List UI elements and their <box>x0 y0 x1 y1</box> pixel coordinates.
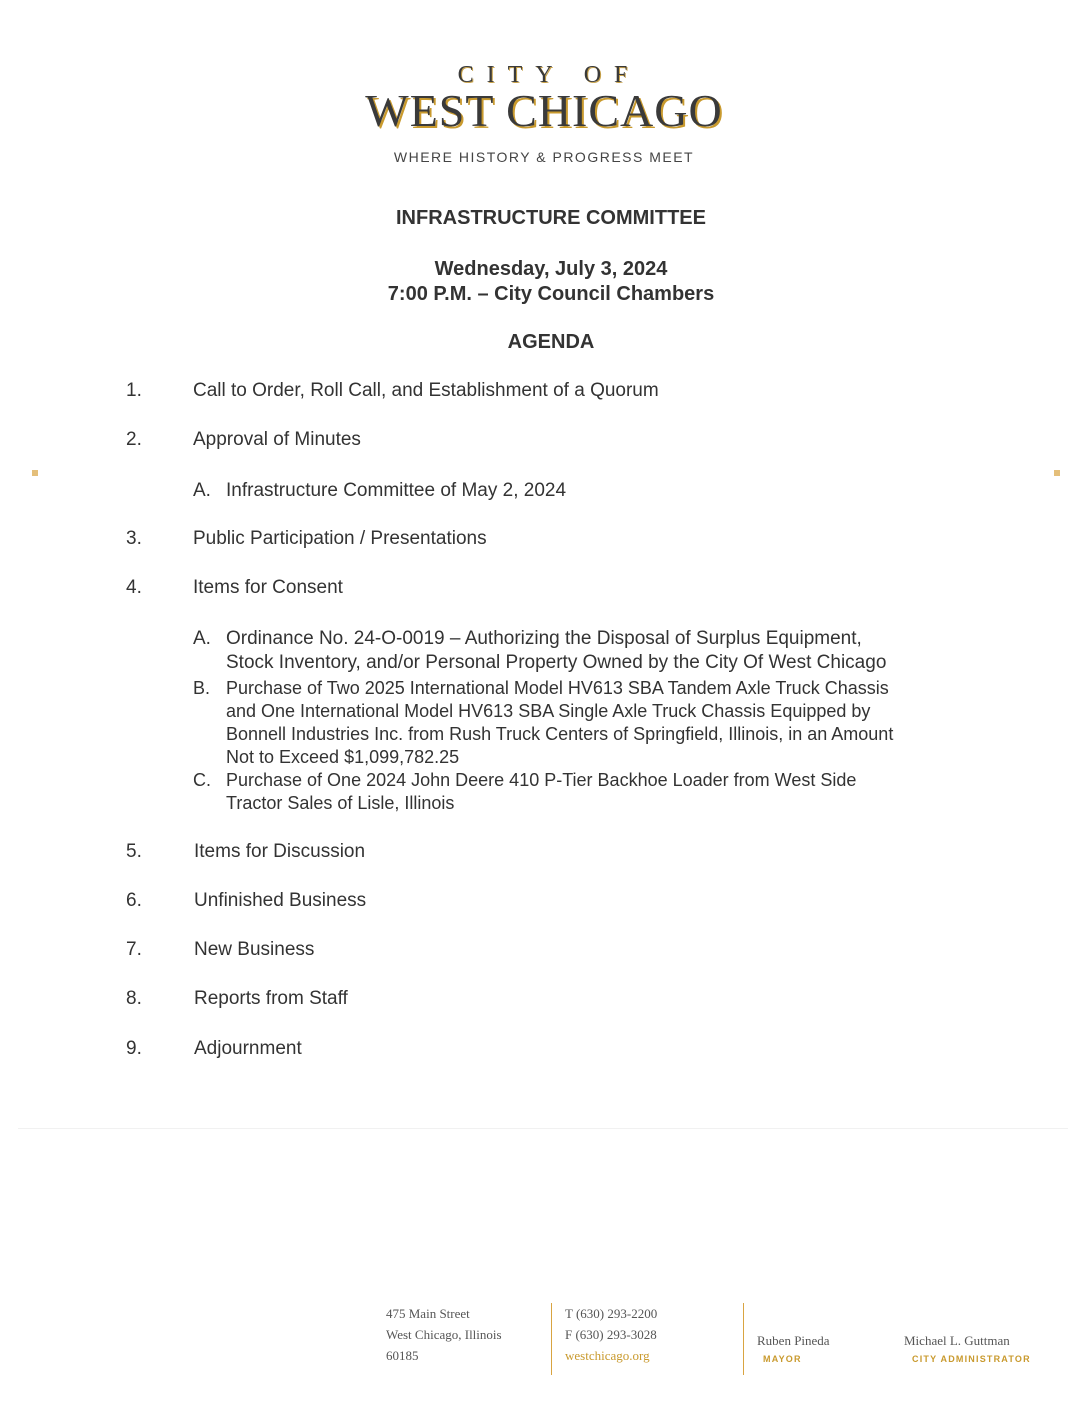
agenda-item-items-for-discussion: Items for Discussion <box>194 841 366 862</box>
subitem-line: and One International Model HV613 SBA Single Axle Truck Chassis Equipped by <box>226 701 871 721</box>
phone-number: T (630) 293-2200 <box>565 1306 658 1321</box>
meeting-date: Wednesday, July 3, 2024 <box>434 258 668 280</box>
subitem-letter: A. <box>193 480 211 501</box>
address-zip: 60185 <box>386 1348 419 1363</box>
item-number: 6. <box>126 890 142 911</box>
subitem-4a <box>193 627 886 675</box>
subitem-line: Purchase of One 2024 John Deere 410 P-Tier Backhoe Loader from West Side <box>226 770 857 790</box>
subitem-line: Tractor Sales of Lisle, Illinois <box>226 793 455 813</box>
item-number: 9. <box>126 1038 142 1059</box>
margin-mark-left <box>32 470 38 476</box>
city-logo <box>0 62 1088 134</box>
footer-separator <box>551 1303 552 1375</box>
item-number: 1. <box>126 380 142 401</box>
subitem-letter: C. <box>193 770 211 790</box>
footer-administrator <box>904 1332 1031 1368</box>
subitem-text: Infrastructure Committee of May 2, 2024 <box>226 480 567 501</box>
subitem-line: Bonnell Industries Inc. from Rush Truck Centers of Springfield, Illinois, in an Amount <box>226 724 894 744</box>
item-number: 3. <box>126 528 142 549</box>
subitem-4c <box>193 769 856 815</box>
website-link[interactable]: westchicago.org <box>565 1348 650 1363</box>
logo-city-name: WEST CHICAGO <box>365 85 723 136</box>
administrator-title: CITY ADMINISTRATOR <box>912 1354 1031 1364</box>
fax-number: F (630) 293-3028 <box>565 1327 657 1342</box>
page-divider <box>18 1128 1068 1129</box>
logo-city-of: CITY OF <box>457 62 641 88</box>
subitem-text <box>226 769 856 815</box>
agenda-item-reports-from-staff: Reports from Staff <box>194 988 348 1009</box>
agenda-item-approval-of-minutes: Approval of Minutes <box>193 429 361 450</box>
agenda-item-call-to-order: Call to Order, Roll Call, and Establishment of a Quorum <box>193 380 659 401</box>
subitem-letter: A. <box>193 628 211 649</box>
item-number: 7. <box>126 939 142 960</box>
footer-contact <box>565 1303 657 1366</box>
agenda-item-adjournment: Adjournment <box>194 1038 302 1059</box>
agenda-item-new-business: New Business <box>194 939 315 960</box>
subitem-text <box>226 677 893 769</box>
item-number: 8. <box>126 988 142 1009</box>
item-number: 4. <box>126 577 142 598</box>
subitem-line: Stock Inventory, and/or Personal Property Owned by the City Of West Chicago <box>226 652 887 673</box>
address-city: West Chicago, Illinois <box>386 1327 502 1342</box>
mayor-name: Ruben Pineda <box>757 1333 830 1348</box>
meeting-time-location: 7:00 P.M. – City Council Chambers <box>387 283 715 305</box>
subitem-line: Purchase of Two 2025 International Model HV613 SBA Tandem Axle Truck Chassis <box>226 678 889 698</box>
footer-separator <box>743 1303 744 1375</box>
agenda-item-public-participation: Public Participation / Presentations <box>193 528 487 549</box>
subitem-line: Not to Exceed $1,099,782.25 <box>226 747 460 767</box>
agenda-item-items-for-consent: Items for Consent <box>193 577 343 598</box>
footer-address <box>386 1303 502 1366</box>
address-street: 475 Main Street <box>386 1306 470 1321</box>
subitem-text <box>226 627 886 675</box>
subitem-line: Ordinance No. 24-O-0019 – Authorizing the Disposal of Surplus Equipment, <box>226 628 862 649</box>
subitem-4b <box>193 677 893 769</box>
subitem-letter: B. <box>193 678 211 698</box>
tagline: WHERE HISTORY & PROGRESS MEET <box>393 149 695 165</box>
item-number: 5. <box>126 841 142 862</box>
agenda-item-unfinished-business: Unfinished Business <box>194 890 367 911</box>
mayor-title: MAYOR <box>763 1354 802 1364</box>
item-number: 2. <box>126 429 142 450</box>
margin-mark-right <box>1054 470 1060 476</box>
committee-title: INFRASTRUCTURE COMMITTEE <box>396 207 706 229</box>
subitem-2a <box>193 479 566 502</box>
administrator-name: Michael L. Guttman <box>904 1333 1010 1348</box>
footer-mayor <box>757 1332 830 1368</box>
agenda-title: AGENDA <box>507 331 595 353</box>
